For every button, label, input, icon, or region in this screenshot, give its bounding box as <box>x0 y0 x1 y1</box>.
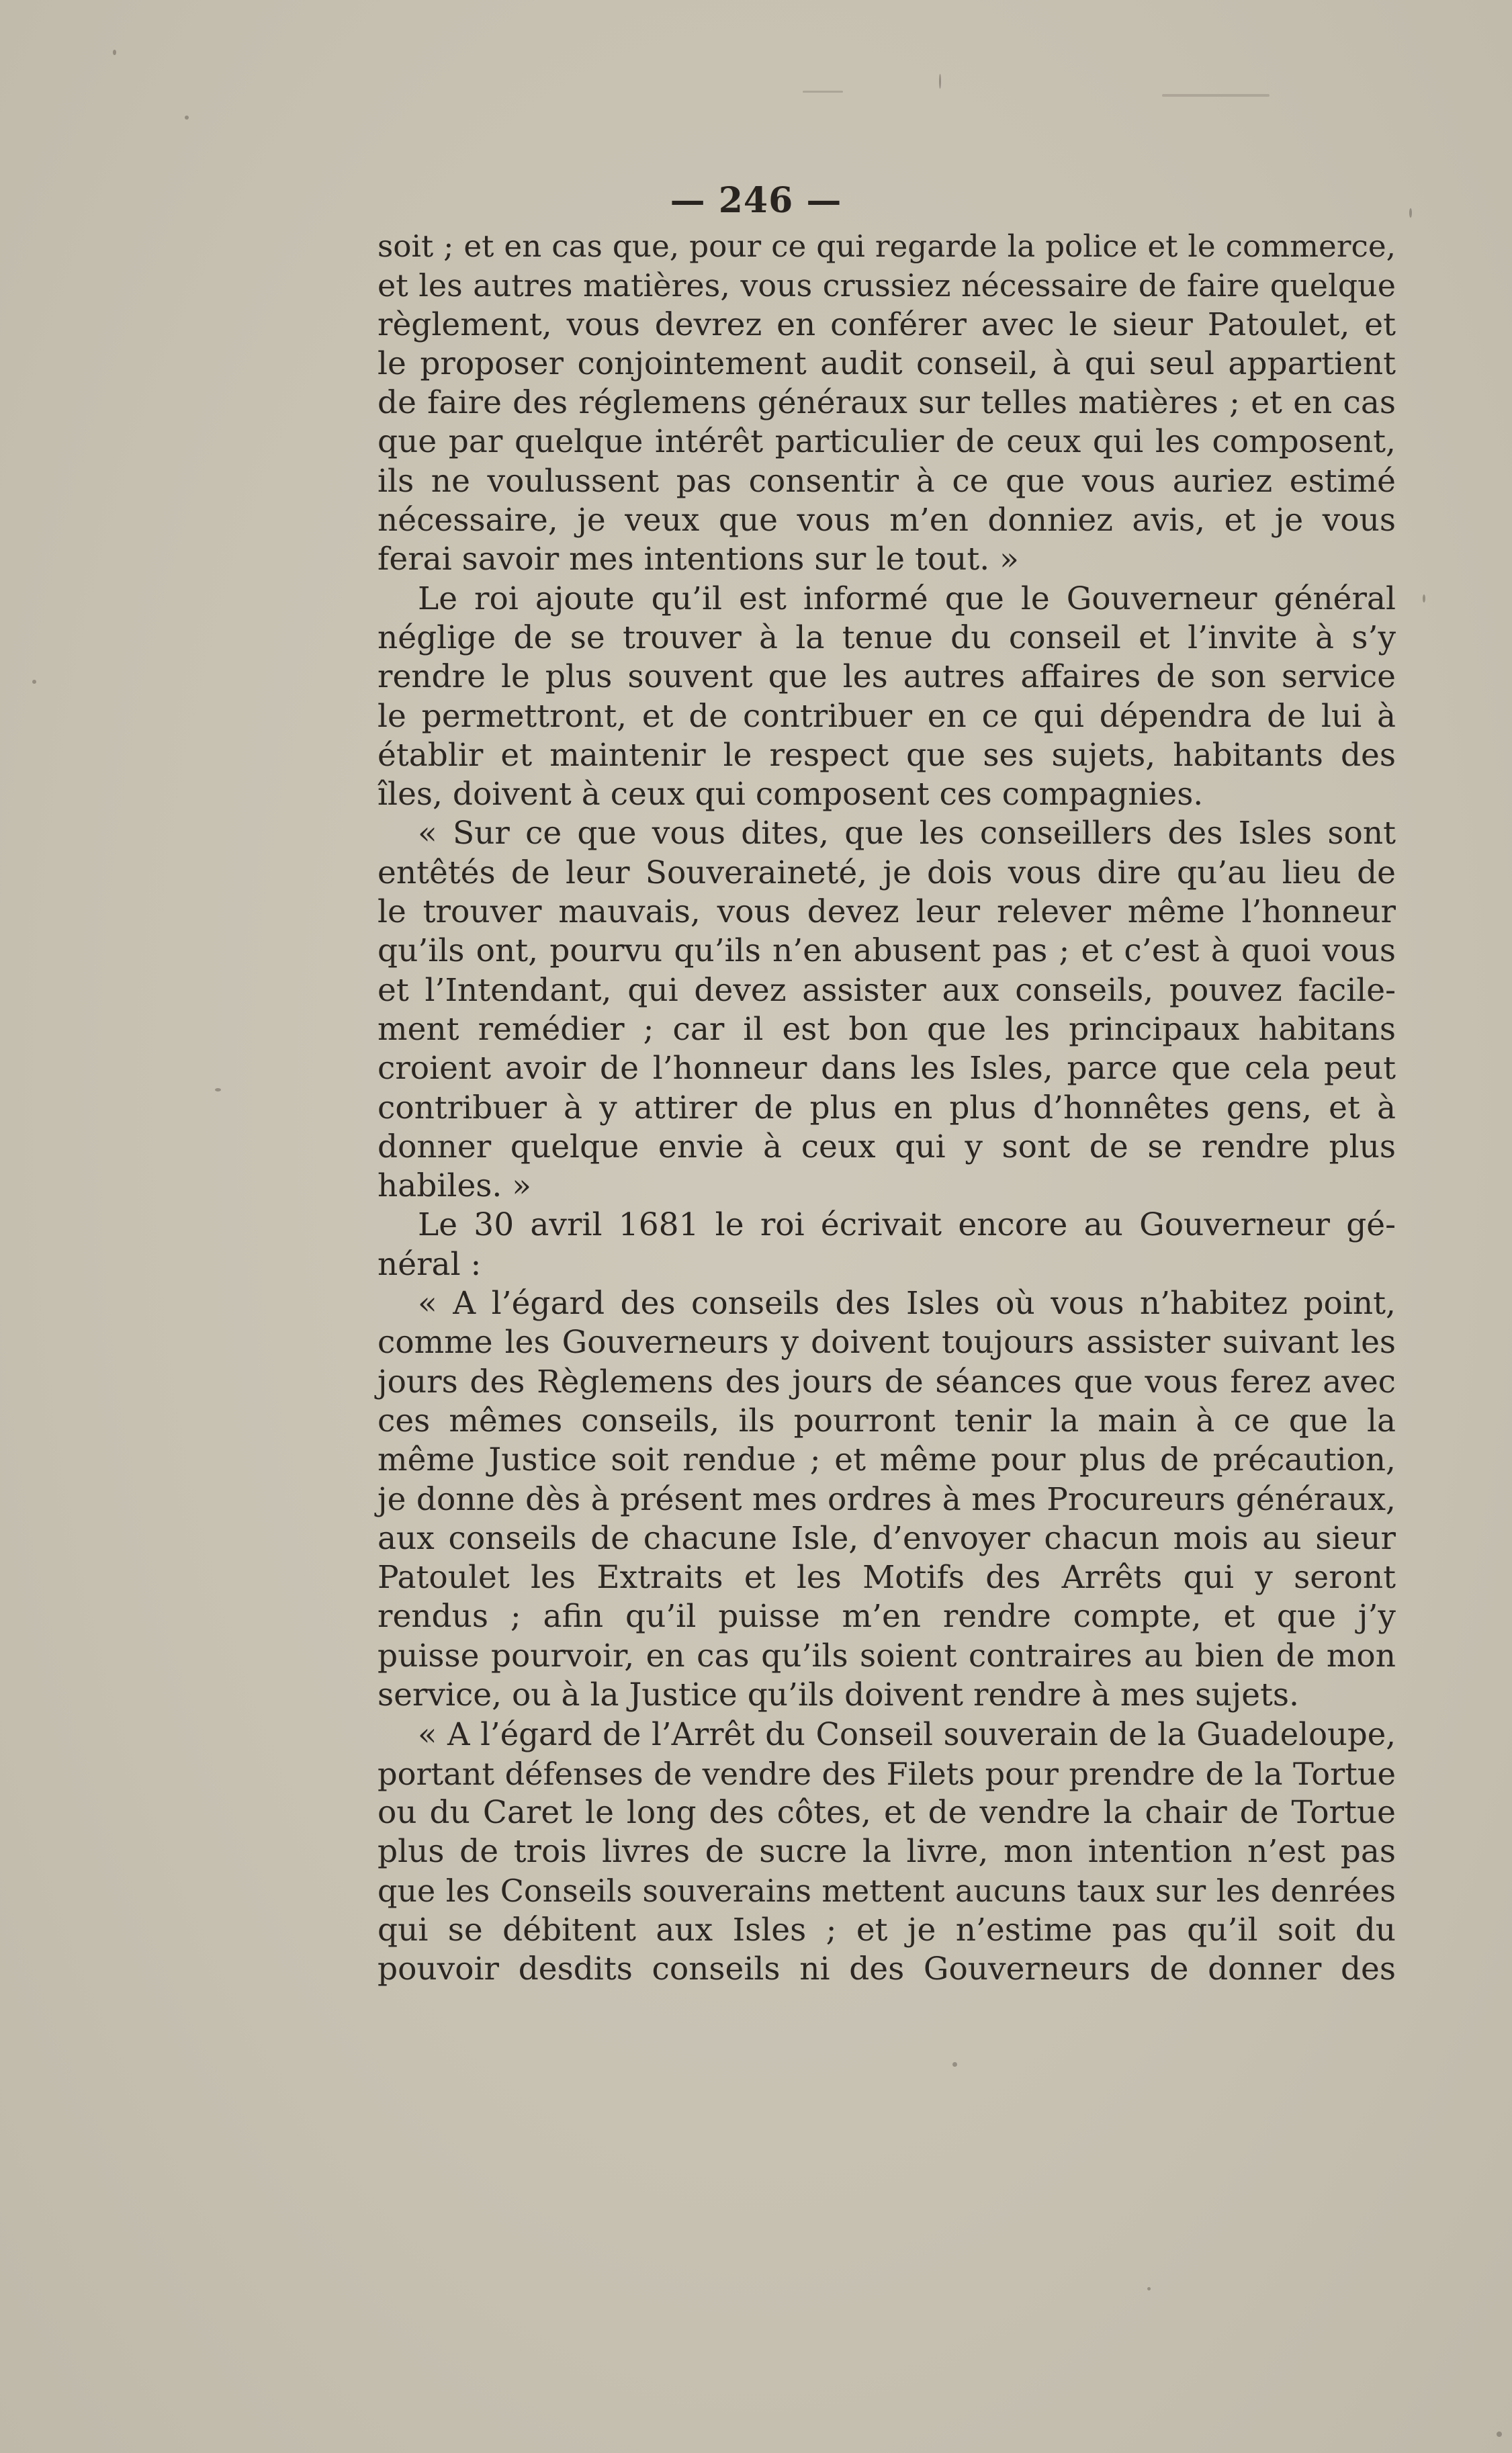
text-line: entêtés de leur Souveraineté, je dois vous dire qu’au lieu de <box>377 854 1396 891</box>
text-line: le proposer conjointement audit conseil, à qui seul appartient <box>377 345 1396 382</box>
text-line: qui se débitent aux Isles ; et je n’estime pas qu’il soit du <box>377 1911 1396 1949</box>
paper-speck <box>1423 594 1425 603</box>
text-line: service, ou à la Justice qu’ils doivent rendre à mes sujets. <box>377 1676 1299 1713</box>
text-line: rendre le plus souvent que les autres affaires de son service <box>377 658 1396 696</box>
text-line: soit ; et en cas que, pour ce qui regarde la police et le commerce, <box>377 228 1396 264</box>
text-line: Le roi ajoute qu’il est informé que le Gouverneur général <box>418 580 1396 617</box>
text-line: « A l’égard de l’Arrêt du Conseil souverain de la Guadeloupe, <box>418 1716 1396 1753</box>
text-line: puisse pourvoir, en cas qu’ils soient contraires au bien de mon <box>377 1637 1396 1675</box>
text-line: rendus ; afin qu’il puisse m’en rendre compte, et que j’y <box>377 1598 1396 1636</box>
text-line: je donne dès à présent mes ordres à mes Procureurs généraux, <box>377 1480 1396 1518</box>
text-line: nécessaire, je veux que vous m’en donniez avis, et je vous <box>377 502 1396 539</box>
paper-speck <box>1147 2287 1151 2290</box>
text-line: établir et maintenir le respect que ses sujets, habitants des <box>377 736 1396 774</box>
text-line: ces mêmes conseils, ils pourront tenir la main à ce que la <box>377 1402 1396 1439</box>
page-number: — 246 — <box>670 180 842 221</box>
body-text <box>377 227 1396 1989</box>
text-line: ferai savoir mes intentions sur le tout. » <box>377 541 1019 578</box>
text-line: habiles. » <box>377 1167 532 1205</box>
text-line: pouvoir desdits conseils ni des Gouverneurs de donner des <box>377 1951 1396 1988</box>
text-line: que par quelque intérêt particulier de ceux qui les composent, <box>377 423 1396 461</box>
text-line: qu’ils ont, pourvu qu’ils n’en abusent pas ; et c’est à quoi vous <box>377 932 1396 970</box>
text-line: Le 30 avril 1681 le roi écrivait encore au Gouverneur gé- <box>418 1206 1396 1244</box>
text-line: ou du Caret le long des côtes, et de vendre la chair de Tortue <box>377 1793 1396 1831</box>
text-line: « A l’égard des conseils des Isles où vous n’habitez point, <box>418 1285 1396 1323</box>
paper-speck <box>1162 94 1270 97</box>
text-line: aux conseils de chacune Isle, d’envoyer chacun mois au sieur <box>377 1519 1396 1557</box>
paper-speck <box>32 680 36 684</box>
text-line: jours des Règlemens des jours de séances que vous ferez avec <box>377 1363 1396 1400</box>
text-line: de faire des réglemens généraux sur telles matières ; et en cas <box>377 384 1396 422</box>
text-line: îles, doivent à ceux qui composent ces compagnies. <box>377 776 1204 813</box>
text-line: même Justice soit rendue ; et même pour plus de précaution, <box>377 1441 1396 1479</box>
paper-speck <box>215 1088 221 1091</box>
text-line: que les Conseils souverains mettent aucuns taux sur les denrées <box>377 1873 1396 1910</box>
paper-speck <box>1497 2432 1502 2437</box>
paper-speck <box>939 74 941 89</box>
text-line: comme les Gouverneurs y doivent toujours assister suivant les <box>377 1324 1396 1362</box>
text-line: ment remédier ; car il est bon que les principaux habitans <box>377 1010 1396 1048</box>
text-line: plus de trois livres de sucre la livre, mon intention n’est pas <box>377 1833 1396 1871</box>
text-line: contribuer à y attirer de plus en plus d’honnêtes gens, et à <box>377 1089 1396 1126</box>
text-line: donner quelque envie à ceux qui y sont de se rendre plus <box>377 1128 1396 1165</box>
text-line: et l’Intendant, qui devez assister aux conseils, pouvez facile- <box>377 971 1396 1009</box>
text-line: portant défenses de vendre des Filets pour prendre de la Tortue <box>377 1755 1396 1792</box>
text-line: « Sur ce que vous dites, que les conseillers des Isles sont <box>418 815 1396 852</box>
paper-speck <box>185 116 189 120</box>
text-line: le trouver mauvais, vous devez leur relever même l’honneur <box>377 893 1396 931</box>
text-line: Patoulet les Extraits et les Motifs des Arrêts qui y seront <box>377 1559 1396 1597</box>
text-line: ils ne voulussent pas consentir à ce que vous auriez estimé <box>377 462 1396 500</box>
text-line: le permettront, et de contribuer en ce qui dépendra de lui à <box>377 697 1396 735</box>
text-line: et les autres matières, vous crussiez nécessaire de faire quelque <box>377 267 1396 304</box>
text-line: règlement, vous devrez en conférer avec le sieur Patoulet, et <box>377 306 1396 343</box>
text-line: croient avoir de l’honneur dans les Isles, parce que cela peut <box>377 1050 1396 1087</box>
paper-speck <box>803 91 843 93</box>
text-line: néral : <box>377 1245 482 1283</box>
text-line: néglige de se trouver à la tenue du conseil et l’invite à s’y <box>377 619 1396 656</box>
paper-speck <box>952 2062 957 2067</box>
paper-speck <box>113 50 116 55</box>
